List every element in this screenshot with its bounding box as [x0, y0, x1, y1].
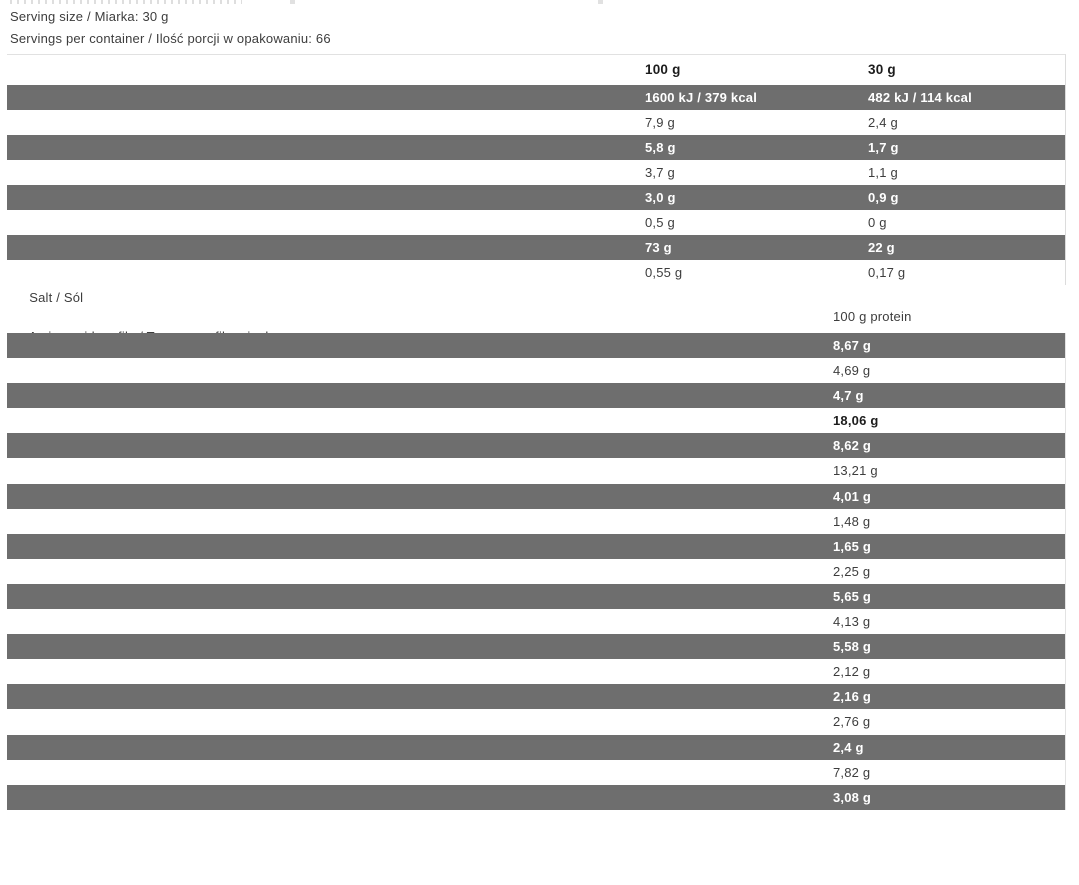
amino-row	[7, 785, 1065, 830]
nutrition-header-row	[7, 55, 1065, 85]
row-value-100g: 3,0 g	[645, 190, 676, 205]
amino-row	[7, 358, 1065, 383]
row-value-100g: 7,9 g	[645, 115, 675, 130]
amino-row-label: L-Phenylalanine / L-Fenyloalanina	[29, 764, 246, 780]
amino-row-value: 8,62 g	[833, 438, 872, 454]
amino-row	[7, 408, 1065, 433]
amino-row	[7, 659, 1065, 684]
row-label: Protein / Białko	[29, 265, 128, 280]
amino-row-value: 3,08 g	[833, 789, 872, 805]
amino-column-header: 100 g protein	[833, 309, 912, 324]
row-value-30g: 2,4 g	[868, 115, 898, 130]
amino-row-label: L-Tryptophan / L-Tryptofan	[29, 814, 200, 830]
nutrition-row	[7, 210, 1065, 235]
nutrition-row	[7, 260, 1065, 305]
amino-row-value: 1,48 g	[833, 513, 871, 529]
row-value-100g: 0,5 g	[645, 215, 675, 230]
row-value-30g: 1,7 g	[868, 140, 899, 155]
clipped-text-artifact	[598, 0, 603, 4]
amino-row-label: L-Methionine / L- Metionina	[29, 714, 203, 730]
amino-row-label: L-Proline / L-Prolina	[29, 664, 157, 680]
amino-row-value: 2,16 g	[833, 689, 872, 705]
servings-per-container-line: Servings per container / Ilość porcji w opakowaniu: 66	[10, 31, 331, 46]
nutrition-table	[7, 54, 1066, 305]
amino-row-value: 5,58 g	[833, 639, 872, 655]
amino-rows	[7, 333, 1066, 830]
amino-header-row	[7, 307, 1079, 327]
column-header-100g: 100 g	[645, 62, 681, 77]
clipped-text-artifact	[290, 0, 295, 4]
amino-row-label: L-Leucine / L-Leucyna	[29, 363, 171, 379]
row-value-30g: 1,1 g	[868, 165, 898, 180]
nutrition-rows	[7, 85, 1065, 305]
amino-row-value: 2,12 g	[833, 664, 871, 680]
row-value-30g: 22 g	[868, 240, 895, 255]
row-label: of which sugars / w tym cukry	[42, 215, 233, 230]
row-label: Energy / Wartość energetyczna	[29, 115, 228, 130]
amino-row-value: 4,01 g	[833, 488, 872, 504]
amino-row	[7, 509, 1065, 534]
row-label: Salt / Sól	[29, 290, 84, 305]
amino-row	[7, 609, 1065, 634]
nutrition-row	[7, 110, 1065, 135]
amino-row-value: 8,67 g	[833, 338, 872, 353]
row-label: of which saturates / tym kwasy tłuszczowe nasycone	[42, 165, 379, 180]
row-value-100g: 5,8 g	[645, 140, 676, 155]
amino-row-value: 7,82 g	[833, 764, 871, 780]
row-value-100g: 0,55 g	[645, 265, 683, 280]
amino-row-value: 2,25 g	[833, 563, 871, 579]
serving-size-line: Serving size / Miarka: 30 g	[10, 9, 169, 24]
row-value-30g: 0,9 g	[868, 190, 899, 205]
amino-row-value: 4,7 g	[833, 388, 864, 404]
amino-row-value: 13,21 g	[833, 463, 878, 479]
amino-row	[7, 559, 1065, 584]
row-value-100g: 3,7 g	[645, 165, 675, 180]
amino-row	[7, 760, 1065, 785]
amino-row-value: 18,06 g	[833, 413, 879, 429]
amino-row-label: L-Serine / L-Seryna	[29, 513, 152, 529]
clipped-text-artifact	[10, 0, 242, 4]
column-header-30g: 30 g	[868, 62, 896, 77]
row-value-100g: 1600 kJ / 379 kcal	[645, 90, 758, 105]
amino-row-value: 4,13 g	[833, 614, 871, 630]
amino-row-value: 2,76 g	[833, 714, 871, 730]
amino-row-label: L-Threonine / Treonina	[29, 614, 174, 630]
row-value-30g: 0,17 g	[868, 265, 906, 280]
amino-row	[7, 709, 1065, 734]
amino-row-label: L-Valine / L-Walina	[29, 413, 148, 429]
amino-row-value: 5,65 g	[833, 588, 872, 604]
amino-row	[7, 458, 1065, 483]
nutrition-row	[7, 160, 1065, 185]
amino-row-label: L-Histidine / L-Histydyna	[29, 563, 187, 579]
amino-row-label: L- Aspartic acid / Kwas L-asparaginowy	[29, 463, 293, 479]
row-value-100g: 73 g	[645, 240, 672, 255]
amino-row-value: 1,65 g	[833, 538, 872, 554]
amino-row-value: 2,4 g	[833, 739, 864, 755]
row-value-30g: 482 kJ / 114 kcal	[868, 90, 972, 105]
amino-row-value: 4,69 g	[833, 363, 871, 379]
row-value-30g: 0 g	[868, 215, 887, 230]
